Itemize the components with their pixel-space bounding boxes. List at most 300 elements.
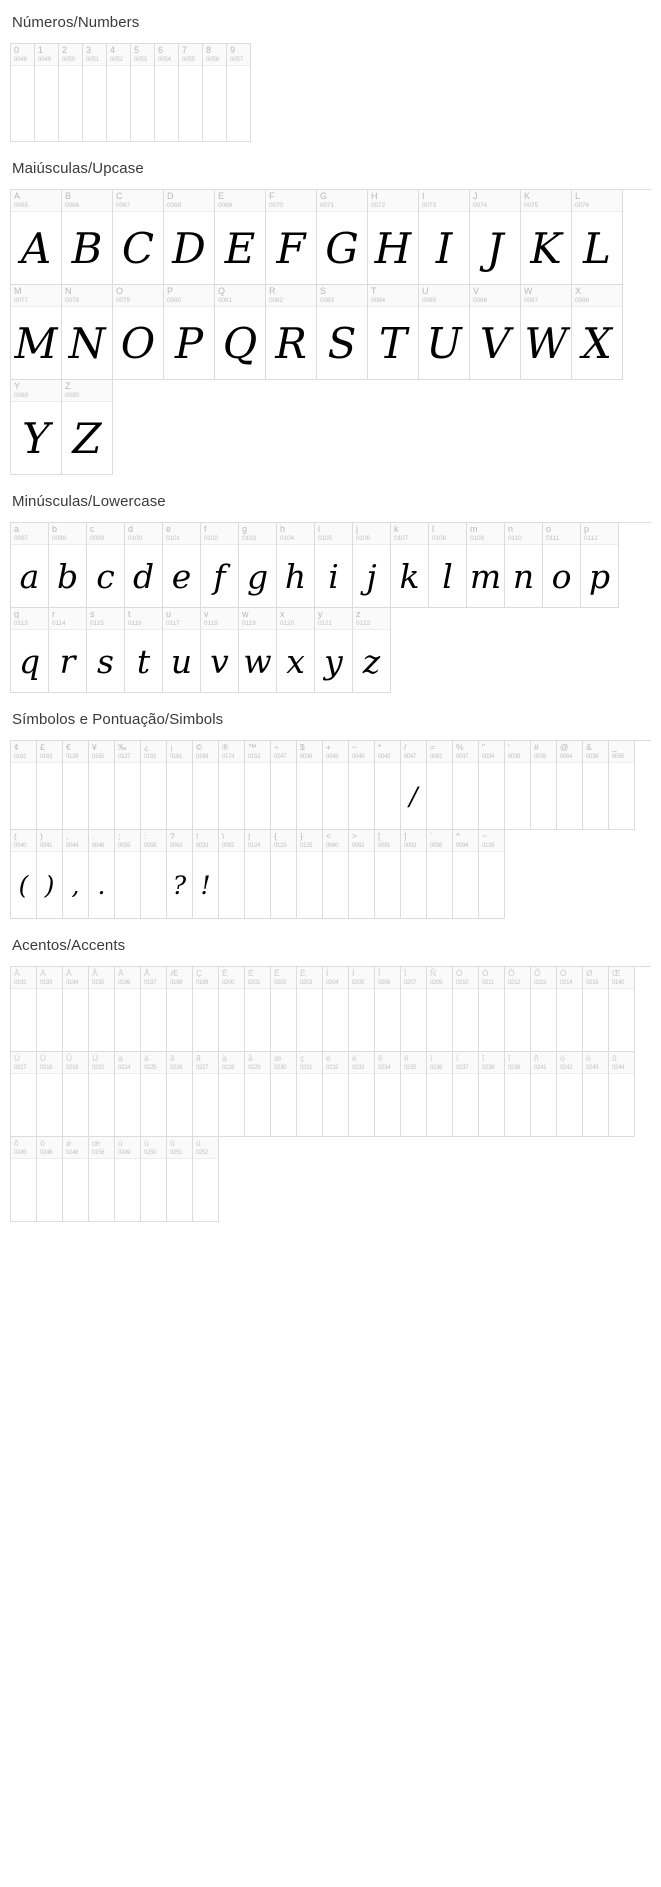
glyph-cell[interactable]	[609, 741, 635, 830]
glyph-meta	[391, 523, 428, 545]
glyph-meta	[193, 830, 218, 852]
glyph-cell[interactable]	[63, 967, 89, 1052]
glyph-cell[interactable]	[375, 967, 401, 1052]
glyph-cell[interactable]	[353, 523, 391, 608]
glyph-cell[interactable]	[219, 741, 245, 830]
glyph-cell[interactable]	[543, 523, 581, 608]
glyph-code-label: 0066	[65, 202, 80, 209]
glyph-cell[interactable]	[11, 44, 35, 142]
glyph-code-label: 0056	[206, 57, 219, 63]
glyph-char-label: (	[14, 831, 17, 841]
glyph-cell[interactable]	[227, 44, 251, 142]
glyph-code-label: 0244	[612, 1065, 625, 1071]
glyph-preview	[227, 66, 250, 141]
glyph-cell[interactable]	[107, 44, 131, 142]
glyph-cell[interactable]	[521, 285, 572, 380]
glyph-cell[interactable]	[479, 830, 505, 919]
glyph-cell[interactable]	[531, 1052, 557, 1137]
glyph-cell[interactable]	[401, 1052, 427, 1137]
glyph-cell[interactable]	[353, 608, 391, 693]
glyph-cell[interactable]	[453, 741, 479, 830]
glyph-cell[interactable]	[11, 741, 37, 830]
glyph-cell[interactable]	[219, 1052, 245, 1137]
glyph-cell[interactable]	[62, 190, 113, 285]
glyph-cell[interactable]	[479, 1052, 505, 1137]
glyph-preview	[63, 1074, 88, 1136]
glyph-cell[interactable]	[37, 967, 63, 1052]
glyph-preview: W	[524, 318, 568, 368]
glyph-cell[interactable]	[167, 741, 193, 830]
glyph-cell[interactable]	[179, 44, 203, 142]
glyph-preview	[37, 1159, 62, 1221]
glyph-cell[interactable]	[375, 1052, 401, 1137]
glyph-meta	[219, 830, 244, 852]
glyph-preview	[37, 763, 62, 829]
glyph-meta	[163, 523, 200, 545]
glyph-cell[interactable]	[505, 741, 531, 830]
glyph-char-label: Ï	[404, 968, 407, 978]
glyph-meta	[89, 1137, 114, 1159]
glyph-cell[interactable]	[141, 1052, 167, 1137]
glyph-cell[interactable]	[37, 741, 63, 830]
glyph-meta	[215, 285, 265, 307]
glyph-cell[interactable]	[215, 285, 266, 380]
glyph-cell[interactable]	[193, 967, 219, 1052]
glyph-cell[interactable]	[89, 1052, 115, 1137]
glyph-cell[interactable]	[239, 608, 277, 693]
glyph-code-label: 0035	[534, 754, 547, 760]
glyph-preview: T	[378, 318, 407, 368]
glyph-cell[interactable]	[349, 741, 375, 830]
glyph-cell[interactable]	[572, 190, 623, 285]
glyph-meta	[125, 523, 162, 545]
glyph-cell[interactable]	[167, 1052, 193, 1137]
glyph-cell[interactable]	[11, 523, 49, 608]
glyph-meta	[266, 190, 316, 212]
glyph-cell[interactable]	[49, 608, 87, 693]
glyph-cell[interactable]	[203, 44, 227, 142]
glyph-preview	[479, 852, 504, 918]
glyph-cell[interactable]	[193, 741, 219, 830]
glyph-preview	[245, 763, 270, 829]
glyph-meta	[323, 830, 348, 852]
glyph-cell[interactable]	[219, 967, 245, 1052]
glyph-char-label: ?	[170, 831, 175, 841]
glyph-char-label: Í	[352, 968, 355, 978]
glyph-preview	[349, 989, 374, 1051]
glyph-code-label: 0089	[14, 392, 29, 399]
glyph-code-label: 0120	[280, 620, 295, 627]
glyph-cell[interactable]	[193, 830, 219, 919]
glyph-cell[interactable]	[37, 1137, 63, 1222]
glyph-cell[interactable]	[63, 1137, 89, 1222]
glyph-preview	[89, 763, 114, 829]
glyph-meta	[87, 523, 124, 545]
glyph-char-label: }	[300, 831, 303, 841]
glyph-preview	[83, 66, 106, 141]
glyph-cell[interactable]	[141, 967, 167, 1052]
glyph-cell[interactable]	[531, 967, 557, 1052]
glyph-cell[interactable]	[201, 523, 239, 608]
glyph-char-label: Ô	[508, 968, 515, 978]
glyph-cell[interactable]	[63, 830, 89, 919]
glyph-meta	[583, 1052, 608, 1074]
glyph-cell[interactable]	[89, 741, 115, 830]
glyph-code-label: 0076	[575, 202, 590, 209]
glyph-cell[interactable]	[11, 1137, 37, 1222]
glyph-cell[interactable]	[583, 967, 609, 1052]
glyph-cell[interactable]	[115, 741, 141, 830]
glyph-preview	[271, 763, 296, 829]
glyph-preview: S	[327, 318, 357, 368]
glyph-preview	[193, 989, 218, 1051]
glyph-cell[interactable]	[37, 1052, 63, 1137]
glyph-preview	[479, 989, 504, 1051]
glyph-char-label: ì	[430, 1053, 433, 1063]
glyph-char-label: )	[40, 831, 43, 841]
glyph-char-label: X	[575, 286, 582, 296]
glyph-meta	[427, 741, 452, 763]
glyph-code-label: 0068	[167, 202, 182, 209]
glyph-cell[interactable]	[557, 741, 583, 830]
glyph-cell[interactable]	[401, 967, 427, 1052]
glyph-preview	[505, 989, 530, 1051]
glyph-cell[interactable]	[245, 1052, 271, 1137]
glyph-cell[interactable]	[113, 285, 164, 380]
glyph-cell[interactable]	[297, 1052, 323, 1137]
glyph-cell[interactable]	[470, 285, 521, 380]
glyph-code-label: 0211	[482, 980, 494, 986]
glyph-cell[interactable]	[427, 830, 453, 919]
glyph-meta	[49, 523, 86, 545]
glyph-cell[interactable]	[271, 741, 297, 830]
glyph-meta	[62, 190, 112, 212]
glyph-cell[interactable]	[557, 967, 583, 1052]
glyph-cell[interactable]	[35, 44, 59, 142]
glyph-preview: I	[435, 223, 453, 273]
glyph-char-label: j	[356, 524, 358, 534]
glyph-cell[interactable]	[297, 741, 323, 830]
glyph-cell[interactable]	[113, 190, 164, 285]
glyph-char-label: v	[204, 609, 209, 619]
glyph-cell[interactable]	[323, 1052, 349, 1137]
glyph-cell[interactable]	[89, 967, 115, 1052]
glyph-grid	[10, 966, 651, 1222]
glyph-cell[interactable]	[83, 44, 107, 142]
glyph-code-label: 0246	[40, 1150, 53, 1156]
glyph-char-label: ™	[248, 742, 257, 752]
glyph-code-label: 0219	[66, 1065, 79, 1071]
glyph-cell[interactable]	[277, 523, 315, 608]
glyph-cell[interactable]	[401, 830, 427, 919]
glyph-meta	[453, 967, 478, 989]
glyph-cell[interactable]	[11, 190, 62, 285]
glyph-char-label: r	[52, 609, 55, 619]
glyph-code-label: 0038	[586, 754, 599, 760]
glyph-code-label: 0122	[356, 620, 371, 627]
glyph-cell[interactable]	[37, 830, 63, 919]
glyph-meta	[277, 523, 314, 545]
glyph-cell[interactable]	[141, 1137, 167, 1222]
glyph-meta	[141, 830, 166, 852]
glyph-cell[interactable]	[271, 830, 297, 919]
glyph-cell[interactable]	[115, 1052, 141, 1137]
glyph-code-label: 0105	[318, 535, 333, 542]
glyph-cell[interactable]	[115, 830, 141, 919]
glyph-cell[interactable]	[89, 1137, 115, 1222]
glyph-cell[interactable]	[583, 1052, 609, 1137]
glyph-meta	[11, 285, 61, 307]
glyph-cell[interactable]	[167, 1137, 193, 1222]
glyph-cell[interactable]	[427, 741, 453, 830]
glyph-preview	[37, 1074, 62, 1136]
glyph-cell[interactable]	[315, 523, 353, 608]
glyph-cell[interactable]	[11, 608, 49, 693]
glyph-cell[interactable]	[89, 830, 115, 919]
glyph-cell[interactable]	[521, 190, 572, 285]
glyph-cell[interactable]	[505, 1052, 531, 1137]
glyph-cell[interactable]	[349, 967, 375, 1052]
glyph-meta	[239, 523, 276, 545]
glyph-code-label: 0092	[222, 843, 235, 849]
glyph-cell[interactable]	[11, 380, 62, 475]
glyph-cell[interactable]	[62, 380, 113, 475]
glyph-meta	[62, 285, 112, 307]
glyph-preview	[427, 763, 452, 829]
glyph-cell[interactable]	[163, 608, 201, 693]
glyph-code-label: 0161	[170, 754, 183, 760]
glyph-code-label: 0058	[144, 843, 157, 849]
glyph-cell[interactable]	[297, 830, 323, 919]
glyph-char-label: Ü	[92, 1053, 99, 1063]
glyph-cell[interactable]	[164, 190, 215, 285]
glyph-cell[interactable]	[323, 967, 349, 1052]
glyph-char-label: I	[422, 191, 425, 201]
glyph-preview	[375, 1074, 400, 1136]
glyph-char-label: 4	[110, 45, 116, 55]
glyph-char-label: '	[508, 742, 510, 752]
glyph-cell[interactable]	[141, 830, 167, 919]
glyph-cell[interactable]	[583, 741, 609, 830]
glyph-cell[interactable]	[609, 1052, 635, 1137]
glyph-cell[interactable]	[368, 190, 419, 285]
glyph-code-label: 0081	[218, 297, 233, 304]
glyph-cell[interactable]	[49, 523, 87, 608]
glyph-char-label: õ	[14, 1138, 19, 1148]
glyph-cell[interactable]	[266, 285, 317, 380]
glyph-code-label: 0235	[404, 1065, 417, 1071]
glyph-cell[interactable]	[427, 967, 453, 1052]
glyph-preview	[427, 1074, 452, 1136]
glyph-preview	[401, 989, 426, 1051]
glyph-code-label: 0101	[166, 535, 181, 542]
glyph-cell[interactable]	[245, 741, 271, 830]
glyph-cell[interactable]	[375, 830, 401, 919]
glyph-cell[interactable]	[62, 285, 113, 380]
glyph-code-label: 0116	[128, 620, 142, 627]
glyph-cell[interactable]	[323, 741, 349, 830]
glyph-cell[interactable]	[401, 741, 427, 830]
glyph-meta	[297, 741, 322, 763]
glyph-cell[interactable]	[572, 285, 623, 380]
glyph-cell[interactable]	[245, 967, 271, 1052]
glyph-cell[interactable]	[167, 830, 193, 919]
glyph-char-label: ü	[196, 1138, 201, 1148]
glyph-cell[interactable]	[59, 44, 83, 142]
glyph-cell[interactable]	[557, 1052, 583, 1137]
glyph-meta	[479, 967, 504, 989]
glyph-cell[interactable]	[531, 741, 557, 830]
glyph-cell[interactable]	[63, 741, 89, 830]
glyph-cell[interactable]	[581, 523, 619, 608]
glyph-cell[interactable]	[505, 523, 543, 608]
glyph-code-label: 0104	[280, 535, 295, 542]
glyph-char-label: ç	[300, 1053, 305, 1063]
glyph-char-label: Û	[66, 1053, 73, 1063]
glyph-cell[interactable]	[167, 967, 193, 1052]
glyph-cell[interactable]	[201, 608, 239, 693]
glyph-cell[interactable]	[245, 830, 271, 919]
glyph-char-label: U	[422, 286, 429, 296]
glyph-cell[interactable]	[315, 608, 353, 693]
glyph-code-label: 0046	[92, 843, 105, 849]
glyph-char-label: ¥	[92, 742, 97, 752]
glyph-cell[interactable]	[125, 523, 163, 608]
glyph-cell[interactable]	[11, 1052, 37, 1137]
glyph-cell[interactable]	[271, 1052, 297, 1137]
glyph-code-label: 0192	[14, 980, 27, 986]
glyph-cell[interactable]	[297, 967, 323, 1052]
glyph-cell[interactable]	[193, 1137, 219, 1222]
glyph-cell[interactable]	[479, 967, 505, 1052]
glyph-meta	[557, 1052, 582, 1074]
glyph-char-label: >	[352, 831, 357, 841]
glyph-char-label: ò	[560, 1053, 565, 1063]
glyph-meta	[113, 190, 163, 212]
glyph-char-label: M	[14, 286, 22, 296]
glyph-char-label: C	[116, 191, 123, 201]
glyph-cell[interactable]	[453, 830, 479, 919]
glyph-cell[interactable]	[470, 190, 521, 285]
glyph-char-label: Y	[14, 381, 21, 391]
glyph-cell[interactable]	[11, 285, 62, 380]
glyph-char-label: ~	[482, 831, 487, 841]
glyph-cell[interactable]	[63, 1052, 89, 1137]
glyph-preview	[115, 1159, 140, 1221]
glyph-preview	[63, 763, 88, 829]
glyph-cell[interactable]	[163, 523, 201, 608]
glyph-char-label: Ö	[560, 968, 567, 978]
glyph-char-label: d	[128, 524, 134, 534]
glyph-cell[interactable]	[317, 190, 368, 285]
glyph-cell[interactable]	[131, 44, 155, 142]
glyph-cell[interactable]	[349, 830, 375, 919]
glyph-char-label: f	[204, 524, 207, 534]
glyph-cell[interactable]	[11, 830, 37, 919]
glyph-meta	[115, 741, 140, 763]
glyph-meta	[557, 967, 582, 989]
glyph-cell[interactable]	[155, 44, 179, 142]
glyph-cell[interactable]	[427, 1052, 453, 1137]
glyph-meta	[375, 1052, 400, 1074]
glyph-cell[interactable]	[11, 967, 37, 1052]
glyph-cell[interactable]	[164, 285, 215, 380]
glyph-char-label: Ç	[196, 968, 203, 978]
glyph-cell[interactable]	[467, 523, 505, 608]
glyph-code-label: 0229	[248, 1065, 261, 1071]
glyph-cell[interactable]	[87, 523, 125, 608]
glyph-code-label: 0216	[586, 980, 599, 986]
glyph-code-label: 0217	[14, 1065, 27, 1071]
glyph-cell[interactable]	[479, 741, 505, 830]
glyph-cell[interactable]	[323, 830, 349, 919]
glyph-preview	[323, 852, 348, 918]
glyph-code-label: 0040	[14, 843, 27, 849]
glyph-cell[interactable]	[368, 285, 419, 380]
glyph-preview	[505, 1074, 530, 1136]
glyph-cell[interactable]	[219, 830, 245, 919]
glyph-cell[interactable]	[505, 967, 531, 1052]
glyph-meta	[49, 608, 86, 630]
glyph-cell[interactable]	[609, 967, 635, 1052]
glyph-cell[interactable]	[277, 608, 315, 693]
glyph-cell[interactable]	[193, 1052, 219, 1137]
glyph-code-label: 0077	[14, 297, 29, 304]
glyph-char-label: _	[612, 742, 617, 752]
glyph-code-label: 0102	[204, 535, 219, 542]
glyph-cell[interactable]	[141, 741, 167, 830]
section-title: Minúsculas/Lowercase	[12, 493, 166, 510]
glyph-code-label: 0044	[66, 843, 79, 849]
glyph-code-label: 0095	[612, 754, 625, 760]
glyph-meta	[572, 285, 622, 307]
glyph-char-label: E	[218, 191, 225, 201]
glyph-cell[interactable]	[115, 1137, 141, 1222]
glyph-char-label: £	[40, 742, 45, 752]
glyph-cell[interactable]	[317, 285, 368, 380]
glyph-cell[interactable]	[125, 608, 163, 693]
glyph-preview	[583, 1074, 608, 1136]
glyph-meta	[453, 741, 478, 763]
glyph-cell[interactable]	[375, 741, 401, 830]
glyph-cell[interactable]	[266, 190, 317, 285]
glyph-cell[interactable]	[429, 523, 467, 608]
glyph-cell[interactable]	[115, 967, 141, 1052]
glyph-meta	[315, 523, 352, 545]
glyph-char-label: `	[430, 831, 433, 841]
glyph-preview	[323, 989, 348, 1051]
glyph-cell[interactable]	[215, 190, 266, 285]
glyph-char-label: 2	[62, 45, 68, 55]
glyph-cell[interactable]	[391, 523, 429, 608]
glyph-cell[interactable]	[453, 1052, 479, 1137]
glyph-cell[interactable]	[419, 190, 470, 285]
glyph-code-label: 0242	[560, 1065, 573, 1071]
glyph-cell[interactable]	[453, 967, 479, 1052]
glyph-meta	[349, 741, 374, 763]
glyph-cell[interactable]	[239, 523, 277, 608]
glyph-cell[interactable]	[271, 967, 297, 1052]
glyph-cell[interactable]	[349, 1052, 375, 1137]
glyph-meta	[164, 285, 214, 307]
section-title: Símbolos e Pontuação/Simbols	[12, 711, 224, 728]
glyph-char-label: y	[318, 609, 323, 619]
glyph-meta	[583, 741, 608, 763]
glyph-preview	[271, 852, 296, 918]
glyph-cell[interactable]	[419, 285, 470, 380]
glyph-preview: f	[213, 556, 226, 596]
glyph-cell[interactable]	[87, 608, 125, 693]
